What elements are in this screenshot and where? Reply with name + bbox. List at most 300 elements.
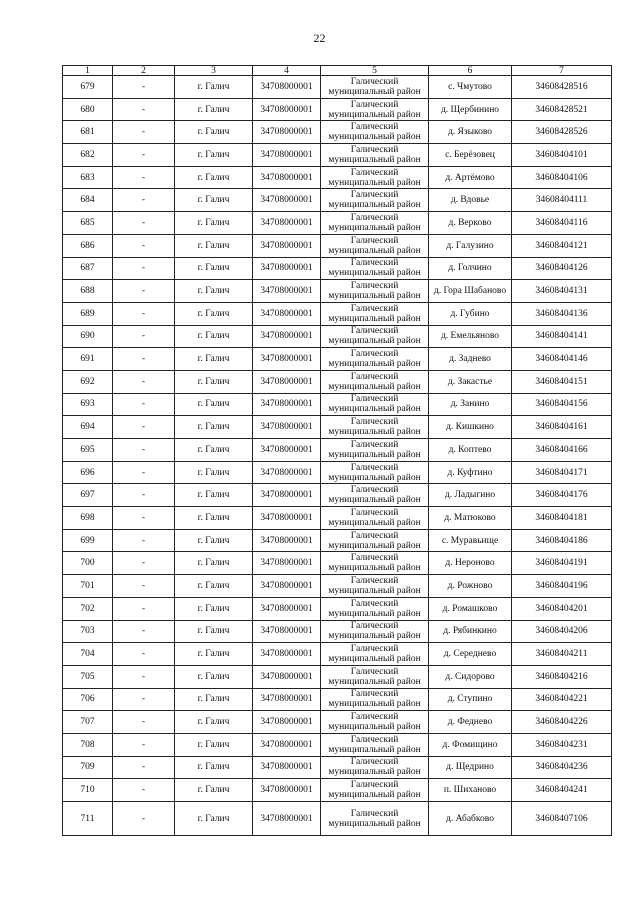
municipality <box>321 756 429 779</box>
municipality-name: Галический <box>350 712 399 723</box>
table-row <box>63 144 612 167</box>
municipality-name: Галический <box>350 122 399 133</box>
municipality-name: Галический <box>350 689 399 700</box>
oktmo-code: 34608404211 <box>512 643 612 666</box>
row-number: 710 <box>63 779 113 802</box>
table-row <box>63 76 612 99</box>
table-row <box>63 439 612 462</box>
city-name: г. Галич <box>175 688 253 711</box>
table-row <box>63 665 612 688</box>
city-code: 34708000001 <box>253 325 321 348</box>
column-2-value: - <box>113 166 175 189</box>
city-name: г. Галич <box>175 280 253 303</box>
row-number: 683 <box>63 166 113 189</box>
column-2-value: - <box>113 484 175 507</box>
table-row <box>63 416 612 439</box>
city-code: 34708000001 <box>253 597 321 620</box>
settlement-name: д. Куфтино <box>429 461 512 484</box>
oktmo-code: 34608428521 <box>512 98 612 121</box>
city-code: 34708000001 <box>253 643 321 666</box>
oktmo-code: 34608404126 <box>512 257 612 280</box>
municipality-type: муниципальный район <box>328 563 421 574</box>
city-code: 34708000001 <box>253 779 321 802</box>
city-name: г. Галич <box>175 325 253 348</box>
column-2-value: - <box>113 416 175 439</box>
column-2-value: - <box>113 552 175 575</box>
table-row <box>63 552 612 575</box>
municipality-name: Галический <box>350 598 399 609</box>
city-name: г. Галич <box>175 756 253 779</box>
column-2-value: - <box>113 212 175 235</box>
oktmo-code: 34608404116 <box>512 212 612 235</box>
column-2-value: - <box>113 711 175 734</box>
settlement-name: д. Ступино <box>429 688 512 711</box>
row-number: 686 <box>63 234 113 257</box>
table-row <box>63 756 612 779</box>
municipality-type: муниципальный район <box>328 790 421 801</box>
column-2-value: - <box>113 121 175 144</box>
column-header: 1 <box>63 66 113 76</box>
municipality-name: Галический <box>350 326 399 337</box>
city-code: 34708000001 <box>253 393 321 416</box>
municipality-name: Галический <box>350 462 399 473</box>
municipality-type: муниципальный район <box>328 222 421 233</box>
column-2-value: - <box>113 393 175 416</box>
city-name: г. Галич <box>175 575 253 598</box>
oktmo-code: 34608407106 <box>512 802 612 836</box>
municipality-name: Галический <box>350 144 399 155</box>
municipality <box>321 802 429 836</box>
row-number: 696 <box>63 461 113 484</box>
row-number: 693 <box>63 393 113 416</box>
row-number: 680 <box>63 98 113 121</box>
municipality-name: Галический <box>350 303 399 314</box>
municipality-type: муниципальный район <box>328 495 421 506</box>
table-row <box>63 620 612 643</box>
table-row <box>63 348 612 371</box>
oktmo-code: 34608404186 <box>512 529 612 552</box>
settlement-name: д. Рябинкино <box>429 620 512 643</box>
table-row <box>63 529 612 552</box>
municipality <box>321 212 429 235</box>
municipality <box>321 189 429 212</box>
city-code: 34708000001 <box>253 257 321 280</box>
settlement-name: д. Занино <box>429 393 512 416</box>
oktmo-code: 34608404181 <box>512 507 612 530</box>
row-number: 700 <box>63 552 113 575</box>
table-row <box>63 779 612 802</box>
municipality <box>321 733 429 756</box>
column-2-value: - <box>113 688 175 711</box>
oktmo-code: 34608404216 <box>512 665 612 688</box>
oktmo-code: 34608404171 <box>512 461 612 484</box>
city-code: 34708000001 <box>253 552 321 575</box>
oktmo-code: 34608404241 <box>512 779 612 802</box>
row-number: 685 <box>63 212 113 235</box>
settlement-name: д. Середнево <box>429 643 512 666</box>
city-code: 34708000001 <box>253 189 321 212</box>
municipality-type: муниципальный район <box>328 200 421 211</box>
municipality <box>321 416 429 439</box>
row-number: 679 <box>63 76 113 99</box>
city-name: г. Галич <box>175 121 253 144</box>
settlement-name: д. Нероново <box>429 552 512 575</box>
municipality <box>321 665 429 688</box>
oktmo-code: 34608404176 <box>512 484 612 507</box>
table-row <box>63 802 612 836</box>
column-header: 3 <box>175 66 253 76</box>
municipality-type: муниципальный район <box>328 631 421 642</box>
municipality <box>321 76 429 99</box>
oktmo-code: 34608404136 <box>512 302 612 325</box>
column-2-value: - <box>113 76 175 99</box>
oktmo-code: 34608404226 <box>512 711 612 734</box>
city-code: 34708000001 <box>253 507 321 530</box>
city-name: г. Галич <box>175 484 253 507</box>
table-row <box>63 212 612 235</box>
municipality-name: Галический <box>350 417 399 428</box>
oktmo-code: 34608404191 <box>512 552 612 575</box>
city-name: г. Галич <box>175 212 253 235</box>
municipality-name: Галический <box>350 530 399 541</box>
row-number: 689 <box>63 302 113 325</box>
table-row <box>63 688 612 711</box>
oktmo-code: 34608404141 <box>512 325 612 348</box>
municipality <box>321 643 429 666</box>
city-name: г. Галич <box>175 620 253 643</box>
table-row <box>63 280 612 303</box>
column-2-value: - <box>113 257 175 280</box>
city-name: г. Галич <box>175 257 253 280</box>
municipality <box>321 439 429 462</box>
city-name: г. Галич <box>175 597 253 620</box>
registry-table <box>62 65 612 836</box>
row-number: 707 <box>63 711 113 734</box>
city-name: г. Галич <box>175 461 253 484</box>
municipality-type: муниципальный район <box>328 291 421 302</box>
municipality <box>321 234 429 257</box>
table-row <box>63 257 612 280</box>
municipality-type: муниципальный район <box>328 699 421 710</box>
oktmo-code: 34608404206 <box>512 620 612 643</box>
municipality <box>321 98 429 121</box>
column-2-value: - <box>113 620 175 643</box>
municipality <box>321 393 429 416</box>
row-number: 704 <box>63 643 113 666</box>
settlement-name: д. Языково <box>429 121 512 144</box>
table-row <box>63 98 612 121</box>
municipality-name: Галический <box>350 507 399 518</box>
settlement-name: с. Чмутово <box>429 76 512 99</box>
city-name: г. Галич <box>175 802 253 836</box>
municipality-type: муниципальный район <box>328 109 421 120</box>
page-number: 22 <box>313 31 326 45</box>
city-code: 34708000001 <box>253 575 321 598</box>
row-number: 706 <box>63 688 113 711</box>
municipality-type: муниципальный район <box>328 676 421 687</box>
oktmo-code: 34608404111 <box>512 189 612 212</box>
municipality-type: муниципальный район <box>328 154 421 165</box>
city-name: г. Галич <box>175 76 253 99</box>
oktmo-code: 34608404196 <box>512 575 612 598</box>
column-2-value: - <box>113 507 175 530</box>
settlement-name: д. Губино <box>429 302 512 325</box>
city-name: г. Галич <box>175 507 253 530</box>
row-number: 698 <box>63 507 113 530</box>
city-code: 34708000001 <box>253 302 321 325</box>
city-name: г. Галич <box>175 439 253 462</box>
column-2-value: - <box>113 302 175 325</box>
settlement-name: д. Ладыгино <box>429 484 512 507</box>
municipality-name: Галический <box>350 808 399 819</box>
municipality-name: Галический <box>350 258 399 269</box>
municipality-type: муниципальный район <box>328 608 421 619</box>
city-name: г. Галич <box>175 711 253 734</box>
row-number: 692 <box>63 370 113 393</box>
column-2-value: - <box>113 597 175 620</box>
municipality-name: Галический <box>350 621 399 632</box>
settlement-name: д. Вдовье <box>429 189 512 212</box>
municipality <box>321 144 429 167</box>
row-number: 691 <box>63 348 113 371</box>
city-code: 34708000001 <box>253 802 321 836</box>
municipality <box>321 257 429 280</box>
table-row <box>63 325 612 348</box>
oktmo-code: 34608404201 <box>512 597 612 620</box>
column-2-value: - <box>113 643 175 666</box>
municipality <box>321 166 429 189</box>
column-2-value: - <box>113 665 175 688</box>
city-name: г. Галич <box>175 665 253 688</box>
municipality-name: Галический <box>350 666 399 677</box>
municipality <box>321 121 429 144</box>
row-number: 682 <box>63 144 113 167</box>
city-name: г. Галич <box>175 370 253 393</box>
row-number: 694 <box>63 416 113 439</box>
oktmo-code: 34608428526 <box>512 121 612 144</box>
city-name: г. Галич <box>175 234 253 257</box>
settlement-name: д. Матюково <box>429 507 512 530</box>
municipality-type: муниципальный район <box>328 540 421 551</box>
city-name: г. Галич <box>175 348 253 371</box>
city-name: г. Галич <box>175 144 253 167</box>
municipality <box>321 370 429 393</box>
settlement-name: д. Емельяново <box>429 325 512 348</box>
municipality-type: муниципальный район <box>328 245 421 256</box>
settlement-name: д. Артёмово <box>429 166 512 189</box>
city-code: 34708000001 <box>253 416 321 439</box>
oktmo-code: 34608404131 <box>512 280 612 303</box>
table-row <box>63 121 612 144</box>
municipality-name: Галический <box>350 394 399 405</box>
oktmo-code: 34608404121 <box>512 234 612 257</box>
municipality <box>321 597 429 620</box>
city-name: г. Галич <box>175 733 253 756</box>
column-2-value: - <box>113 439 175 462</box>
row-number: 697 <box>63 484 113 507</box>
oktmo-code: 34608404166 <box>512 439 612 462</box>
column-2-value: - <box>113 98 175 121</box>
settlement-name: д. Феднево <box>429 711 512 734</box>
column-2-value: - <box>113 461 175 484</box>
city-name: г. Галич <box>175 98 253 121</box>
table-row <box>63 166 612 189</box>
oktmo-code: 34608428516 <box>512 76 612 99</box>
municipality-type: муниципальный район <box>328 449 421 460</box>
row-number: 681 <box>63 121 113 144</box>
settlement-name: с. Муравьище <box>429 529 512 552</box>
column-2-value: - <box>113 144 175 167</box>
oktmo-code: 34608404101 <box>512 144 612 167</box>
column-header: 4 <box>253 66 321 76</box>
city-name: г. Галич <box>175 529 253 552</box>
city-code: 34708000001 <box>253 439 321 462</box>
column-2-value: - <box>113 348 175 371</box>
oktmo-code: 34608404236 <box>512 756 612 779</box>
column-header: 7 <box>512 66 612 76</box>
city-name: г. Галич <box>175 166 253 189</box>
header-row <box>63 66 612 76</box>
municipality <box>321 348 429 371</box>
table-row <box>63 507 612 530</box>
city-code: 34708000001 <box>253 212 321 235</box>
column-2-value: - <box>113 325 175 348</box>
municipality-type: муниципальный район <box>328 517 421 528</box>
municipality-type: муниципальный район <box>328 427 421 438</box>
city-code: 34708000001 <box>253 733 321 756</box>
settlement-name: д. Абабково <box>429 802 512 836</box>
column-2-value: - <box>113 756 175 779</box>
settlement-name: д. Фомищино <box>429 733 512 756</box>
settlement-name: д. Галузино <box>429 234 512 257</box>
municipality-name: Галический <box>350 371 399 382</box>
city-code: 34708000001 <box>253 234 321 257</box>
city-code: 34708000001 <box>253 665 321 688</box>
settlement-name: д. Кишкино <box>429 416 512 439</box>
column-2-value: - <box>113 802 175 836</box>
municipality-type: муниципальный район <box>328 132 421 143</box>
row-number: 701 <box>63 575 113 598</box>
column-header: 6 <box>429 66 512 76</box>
settlement-name: д. Заднево <box>429 348 512 371</box>
settlement-name: с. Берёзовец <box>429 144 512 167</box>
city-code: 34708000001 <box>253 166 321 189</box>
table-row <box>63 597 612 620</box>
table-row <box>63 575 612 598</box>
table-row <box>63 711 612 734</box>
municipality <box>321 575 429 598</box>
settlement-name: п. Шиханово <box>429 779 512 802</box>
municipality <box>321 779 429 802</box>
column-2-value: - <box>113 234 175 257</box>
municipality-name: Галический <box>350 780 399 791</box>
municipality-name: Галический <box>350 485 399 496</box>
column-2-value: - <box>113 529 175 552</box>
settlement-name: д. Верково <box>429 212 512 235</box>
oktmo-code: 34608404221 <box>512 688 612 711</box>
municipality-type: муниципальный район <box>328 336 421 347</box>
municipality-name: Галический <box>350 281 399 292</box>
oktmo-code: 34608404156 <box>512 393 612 416</box>
municipality-type: муниципальный район <box>328 722 421 733</box>
table-row <box>63 484 612 507</box>
municipality-name: Галический <box>350 349 399 360</box>
municipality-type: муниципальный район <box>328 654 421 665</box>
municipality-type: муниципальный район <box>328 404 421 415</box>
municipality-type: муниципальный район <box>328 744 421 755</box>
column-2-value: - <box>113 575 175 598</box>
settlement-name: д. Закастье <box>429 370 512 393</box>
municipality <box>321 302 429 325</box>
city-code: 34708000001 <box>253 121 321 144</box>
column-2-value: - <box>113 733 175 756</box>
municipality-name: Галический <box>350 99 399 110</box>
city-name: г. Галич <box>175 643 253 666</box>
municipality-name: Галический <box>350 76 399 87</box>
city-code: 34708000001 <box>253 620 321 643</box>
city-code: 34708000001 <box>253 711 321 734</box>
oktmo-code: 34608404146 <box>512 348 612 371</box>
municipality-name: Галический <box>350 757 399 768</box>
municipality <box>321 507 429 530</box>
settlement-name: д. Коптево <box>429 439 512 462</box>
city-code: 34708000001 <box>253 756 321 779</box>
city-code: 34708000001 <box>253 484 321 507</box>
municipality <box>321 552 429 575</box>
municipality-type: муниципальный район <box>328 268 421 279</box>
row-number: 695 <box>63 439 113 462</box>
city-code: 34708000001 <box>253 348 321 371</box>
municipality <box>321 620 429 643</box>
municipality <box>321 325 429 348</box>
row-number: 708 <box>63 733 113 756</box>
row-number: 688 <box>63 280 113 303</box>
settlement-name: д. Рожново <box>429 575 512 598</box>
oktmo-code: 34608404106 <box>512 166 612 189</box>
row-number: 690 <box>63 325 113 348</box>
row-number: 702 <box>63 597 113 620</box>
municipality-type: муниципальный район <box>328 313 421 324</box>
municipality-type: муниципальный район <box>328 767 421 778</box>
city-name: г. Галич <box>175 552 253 575</box>
municipality-type: муниципальный район <box>328 818 421 829</box>
column-2-value: - <box>113 189 175 212</box>
table-row <box>63 189 612 212</box>
municipality-type: муниципальный район <box>328 472 421 483</box>
table-row <box>63 733 612 756</box>
row-number: 709 <box>63 756 113 779</box>
oktmo-code: 34608404151 <box>512 370 612 393</box>
table-row <box>63 643 612 666</box>
city-code: 34708000001 <box>253 98 321 121</box>
table-row <box>63 370 612 393</box>
settlement-name: д. Щедрино <box>429 756 512 779</box>
municipality-type: муниципальный район <box>328 86 421 97</box>
municipality-type: муниципальный район <box>328 359 421 370</box>
municipality-name: Галический <box>350 167 399 178</box>
city-name: г. Галич <box>175 779 253 802</box>
table-row <box>63 234 612 257</box>
row-number: 705 <box>63 665 113 688</box>
city-code: 34708000001 <box>253 688 321 711</box>
column-2-value: - <box>113 280 175 303</box>
row-number: 684 <box>63 189 113 212</box>
city-name: г. Галич <box>175 189 253 212</box>
settlement-name: д. Голчино <box>429 257 512 280</box>
municipality <box>321 280 429 303</box>
city-code: 34708000001 <box>253 76 321 99</box>
municipality-type: муниципальный район <box>328 177 421 188</box>
